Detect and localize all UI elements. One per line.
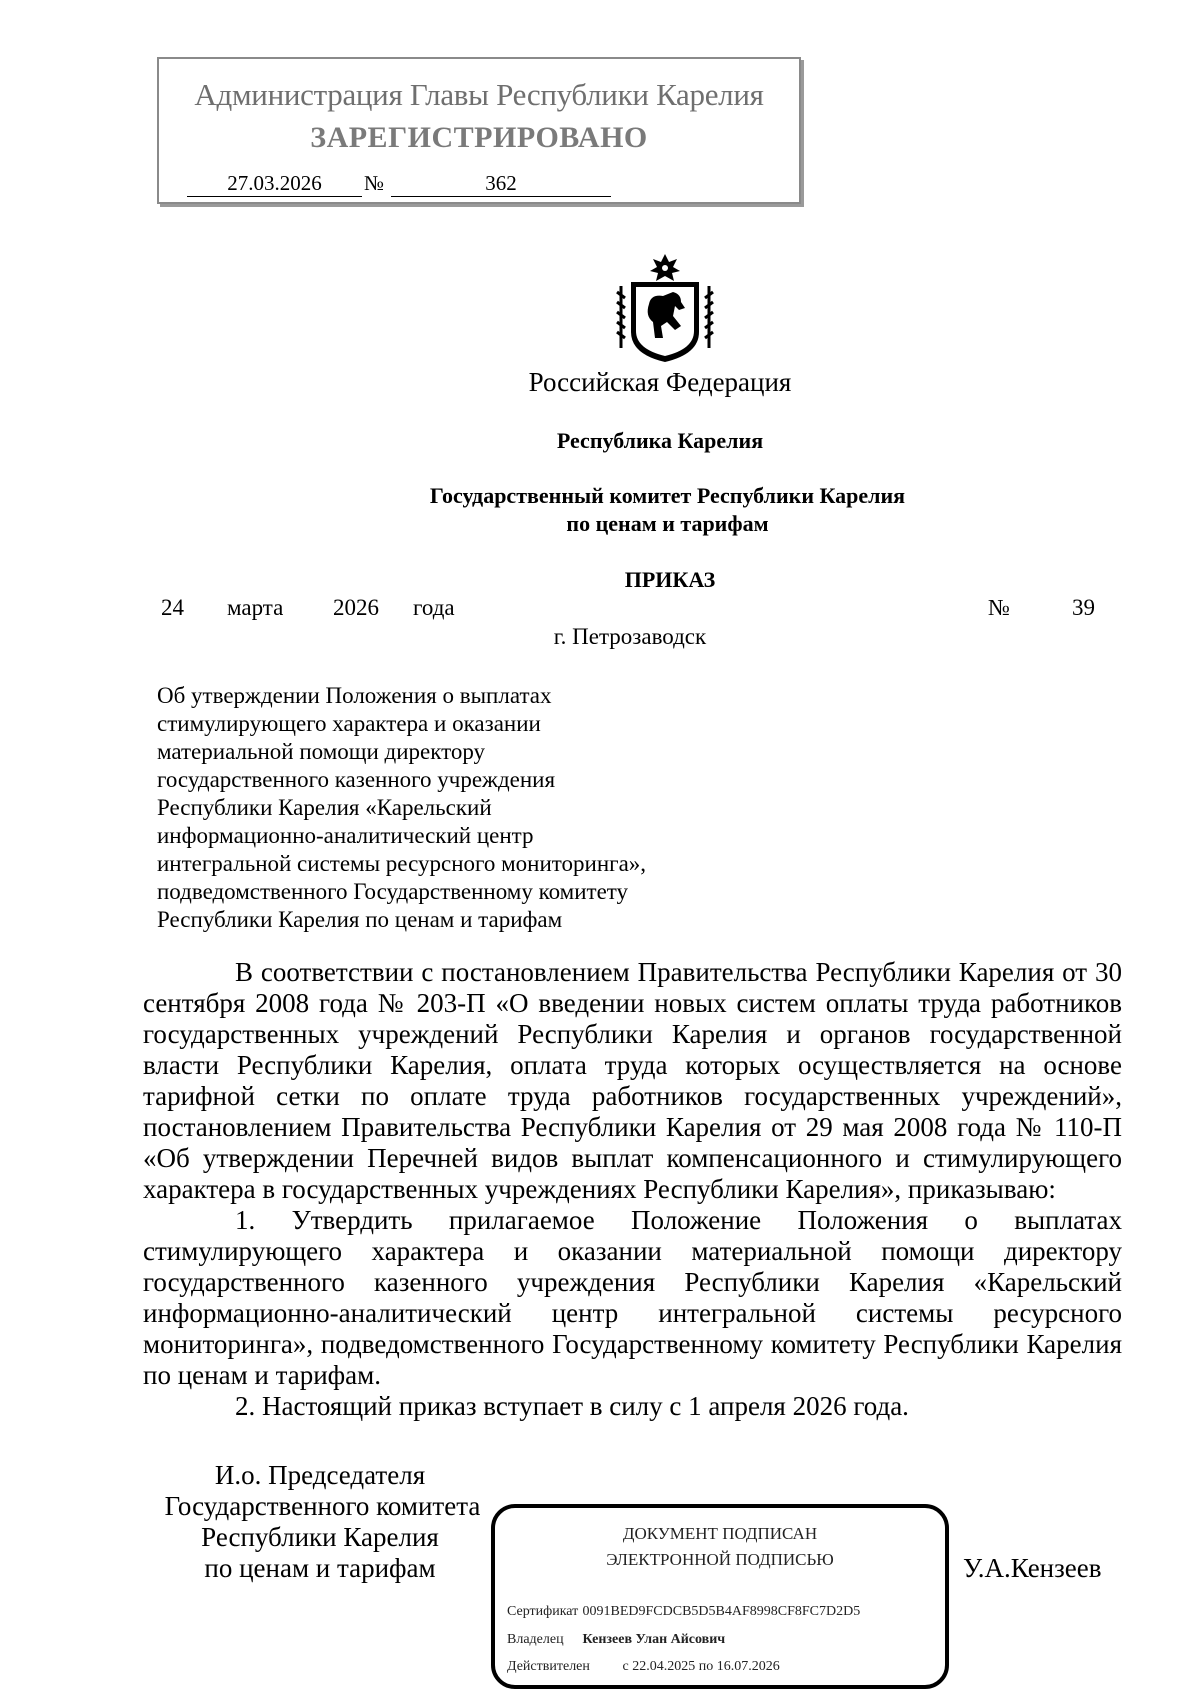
order-body [143,957,1122,1422]
signatory-name: У.А.Кензеев [963,1553,1102,1583]
order-day: 24 [161,595,184,620]
electronic-signature-stamp [491,1504,949,1689]
registration-administration: Администрация Главы Республики Карелия [194,77,764,112]
signatory-title-line1: И.о. Председателя [214,1460,426,1490]
subject-line: стимулирующего характера и оказании [157,711,541,736]
registration-stamp [157,57,801,204]
registration-date: 27.03.2026 [187,171,362,197]
order-number-sign: № [988,595,1010,620]
body-item-2: 2. Настоящий приказ вступает в силу с 1 апреля 2026 года. [235,1391,909,1421]
order-month: марта [227,595,284,620]
registration-status: ЗАРЕГИСТРИРОВАНО [310,121,648,154]
body-intro-paragraph: В соответствии с постановлением Правительства Республики Карелия от 30 сентября 2008 года № 203-П «О введении новых систем оплаты труда работников государственных учреждений Республики Карелия и органов государственной власти Республики Карелия, оплата труда которых осуществляется на основе тарифной сетки по оплате труда работников государственных учреждений», постановлением Правительства Республики Карелия от 29 мая 2008 года № 110-П «Об утверждении Перечней видов выплат компенсационного и стимулирующего характера в государственных учреждениях Республики Карелия», приказываю: [143,957,1122,1204]
esign-owner-label: Владелец [507,1632,564,1647]
registration-number: 362 [391,171,611,197]
subject-line: Республики Карелия «Карельский [157,795,492,820]
republic-name: Республика Карелия [556,428,764,453]
coat-of-arms-icon [615,252,715,364]
esign-validity-row [507,1659,780,1675]
body-item-1: 1. Утвердить прилагаемое Положение Положения о выплатах стимулирующего характера и оказании материальной помощи директору государственного казенного учреждения Республики Карелия «Карельский информационно-аналитический центр интегральной системы ресурсного мониторинга», подведомственного Государственному комитету Республики Карелия по ценам и тарифам. [143,1205,1122,1390]
esign-validity-label: Действителен [507,1659,590,1674]
subject-line: государственного казенного учреждения [157,767,556,792]
subject-line: Об утверждении Положения о выплатах [157,683,552,708]
order-number: 39 [1072,595,1095,620]
esign-owner-value: Кензеев Улан Айсович [582,1632,726,1647]
city: г. Петрозаводск [553,624,707,649]
committee-name-line2: по ценам и тарифам [566,511,769,536]
subject-line: Республики Карелия по ценам и тарифам [157,907,563,932]
subject-line: интегральной системы ресурсного мониторинга», [157,851,647,876]
signatory-title-line2: Государственного комитета [164,1491,481,1521]
registration-number-sign: № [364,171,385,195]
esign-certificate-label: Сертификат [507,1604,579,1619]
esign-validity-value: с 22.04.2025 по 16.07.2026 [622,1659,780,1674]
subject-line: информационно-аналитический центр [157,823,534,848]
order-year: 2026 [333,595,379,620]
signatory-title-line3: Республики Карелия [201,1522,439,1552]
subject-line: материальной помощи директору [157,739,486,764]
esign-owner-row [507,1632,725,1648]
country-name: Российская Федерация [528,367,792,397]
order-subject [157,682,717,934]
subject-line: подведомственного Государственному комитету [157,879,629,904]
document-type: ПРИКАЗ [624,567,716,592]
committee-name-line1: Государственный комитет Республики Карелия [429,483,906,508]
order-year-word: года [413,595,455,620]
esign-certificate-row [507,1604,860,1620]
esign-certificate-value: 0091BED9FCDCB5D5B4AF8998CF8FC7D2D5 [582,1604,861,1619]
esign-title-line2: ЭЛЕКТРОННОЙ ПОДПИСЬЮ [606,1550,834,1569]
esign-title-line1: ДОКУМЕНТ ПОДПИСАН [622,1524,818,1543]
signatory-title-line4: по ценам и тарифам [204,1553,436,1583]
